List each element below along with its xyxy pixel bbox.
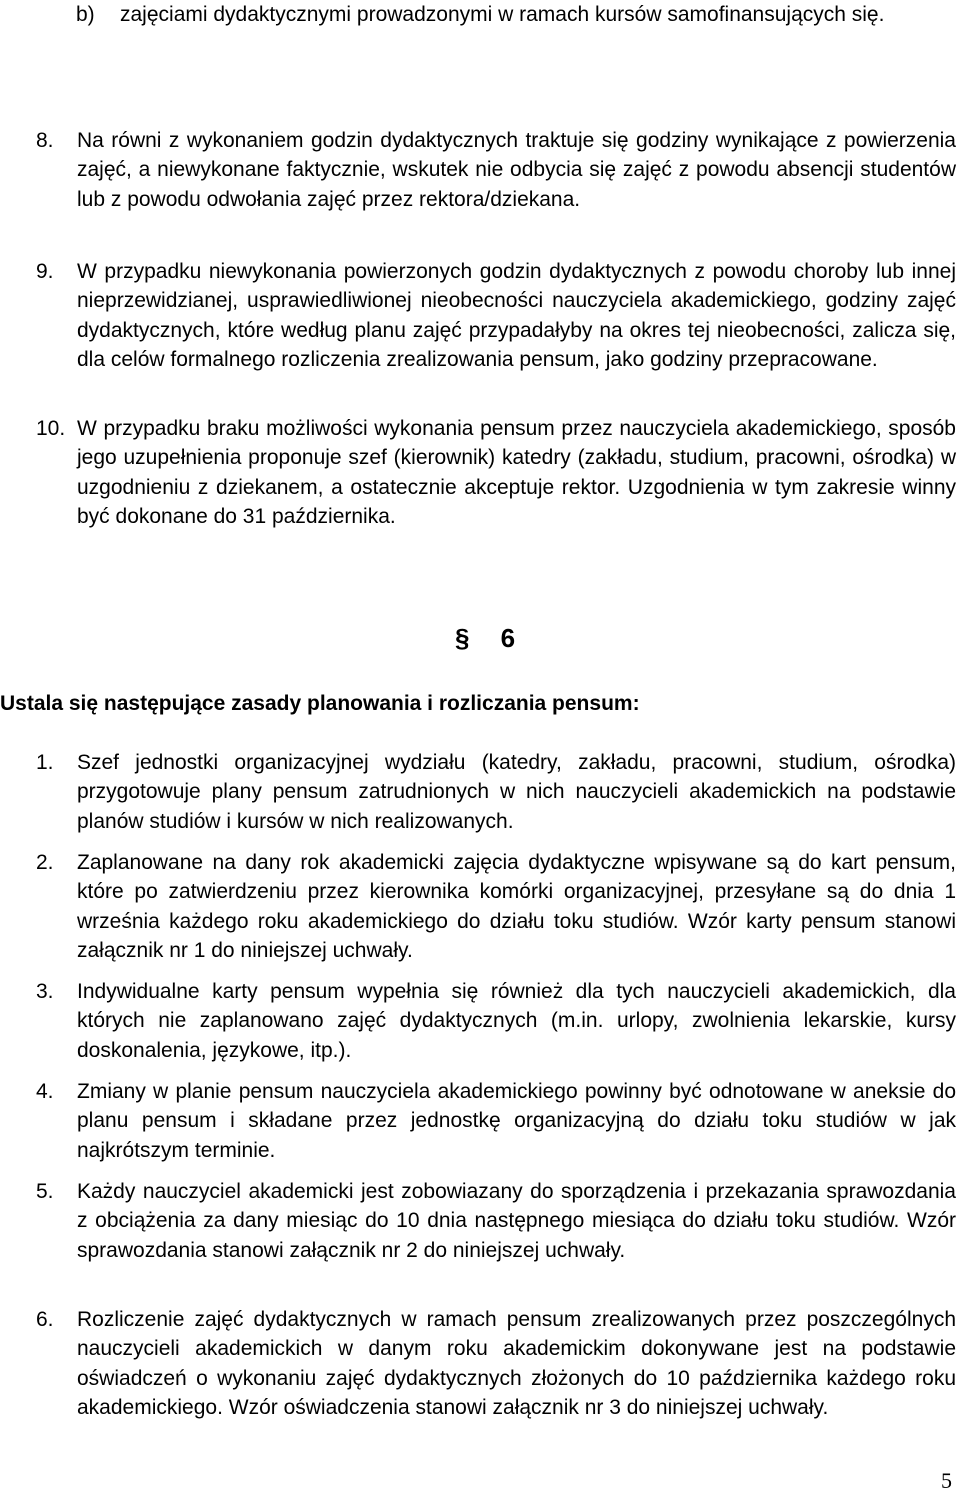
section-sign: § 6 — [455, 623, 528, 653]
list-marker: b) — [76, 3, 95, 26]
list-item-10 — [36, 414, 956, 532]
list-item-1 — [36, 748, 956, 836]
list-item-2 — [36, 848, 956, 966]
list-item-text: W przypadku niewykonania powierzonych godzin dydaktycznych z powodu choroby lub innej nieprzewidzianej, usprawiedliwionej nieobecności nauczyciela akademickiego, godziny zajęć dydaktycznych, które według planu zajęć przypadałyby na okres tej nieobecności, zalicza się, dla celów formalnego rozliczenia zrealizowania pensum, jako godziny przepracowane. — [77, 260, 956, 372]
list-item-6 — [36, 1305, 956, 1423]
list-item-4 — [36, 1077, 956, 1165]
list-item-3 — [36, 977, 956, 1065]
list-number: 5. — [36, 1180, 54, 1203]
list-item-5 — [36, 1177, 956, 1265]
list-item-text: Zmiany w planie pensum nauczyciela akademickiego powinny być odnotowane w aneksie do planu pensum i składane przez jednostkę organizacyjną do działu toku studiów w jak najkrótszym terminie. — [77, 1080, 956, 1162]
list-item-text: Każdy nauczyciel akademicki jest zobowiazany do sporządzenia i przekazania sprawozdania z obciążenia za dany miesiąc do 10 dnia następnego miesiąca do działu toku studiów. Wzór sprawozdania stanowi załącznik nr 2 do niniejszej uchwały. — [77, 1180, 956, 1262]
list-number: 3. — [36, 980, 54, 1003]
list-number: 1. — [36, 751, 54, 774]
list-number: 2. — [36, 851, 54, 874]
list-item-text: Na równi z wykonaniem godzin dydaktycznych traktuje się godziny wynikające z powierzenia zajęć, a niewykonane faktycznie, wskutek nie odbycia się zajęć z powodu absencji studentów lub z powodu odwołania zajęć przez rektora/dziekana. — [77, 129, 956, 211]
list-number: 6. — [36, 1308, 54, 1331]
section-heading: Ustala się następujące zasady planowania i rozliczania pensum: — [0, 692, 640, 715]
page-number: 5 — [941, 1468, 952, 1493]
list-item-text: W przypadku braku możliwości wykonania pensum przez nauczyciela akademickiego, sposób jego uzupełnienia proponuje szef (kierownik) katedry (zakładu, studium, pracowni, ośrodka) w uzgodnieniu z dziekanem, a ostatecznie akceptuje rektor. Uzgodnienia w tym zakresie winny być dokonane do 31 października. — [77, 417, 956, 529]
list-item-9 — [36, 257, 956, 375]
list-item-text: Zaplanowane na dany rok akademicki zajęcia dydaktyczne wpisywane są do kart pensum, które po zatwierdzeniu przez kierownika komórki organizacyjnej, przesyłane są do dnia 1 września każdego roku akademickiego do działu toku studiów. Wzór karty pensum stanowi załącznik nr 1 do niniejszej uchwały. — [77, 851, 956, 963]
list-item-8 — [36, 126, 956, 214]
list-number: 10. — [36, 417, 66, 440]
list-number: 4. — [36, 1080, 54, 1103]
list-item-text: Indywidualne karty pensum wypełnia się również dla tych nauczycieli akademickich, dla których nie zaplanowano zajęć dydaktycznych (m.in. urlopy, zwolnienia lekarskie, kursy doskonalenia, językowe, itp.). — [77, 980, 956, 1062]
list-item-text: Rozliczenie zajęć dydaktycznych w ramach pensum zrealizowanych przez poszczególnych nauczycieli akademickich w danym roku akademickim dokonywane jest na podstawie oświadczeń o wykonaniu zajęć dydaktycznych złożonych do 10 października każdego roku akademickiego. Wzór oświadczenia stanowi załącznik nr 3 do niniejszej uchwały. — [77, 1308, 956, 1420]
list-number: 9. — [36, 260, 54, 283]
list-number: 8. — [36, 129, 54, 152]
list-item-text: zajęciami dydaktycznymi prowadzonymi w ramach kursów samofinansujących się. — [120, 3, 885, 26]
list-item-text: Szef jednostki organizacyjnej wydziału (katedry, zakładu, pracowni, studium, ośrodka) przygotowuje plany pensum zatrudnionych w nich nauczycieli akademickich na podstawie planów studiów i kursów w nich realizowanych. — [77, 751, 956, 833]
list-item-b — [76, 0, 956, 29]
